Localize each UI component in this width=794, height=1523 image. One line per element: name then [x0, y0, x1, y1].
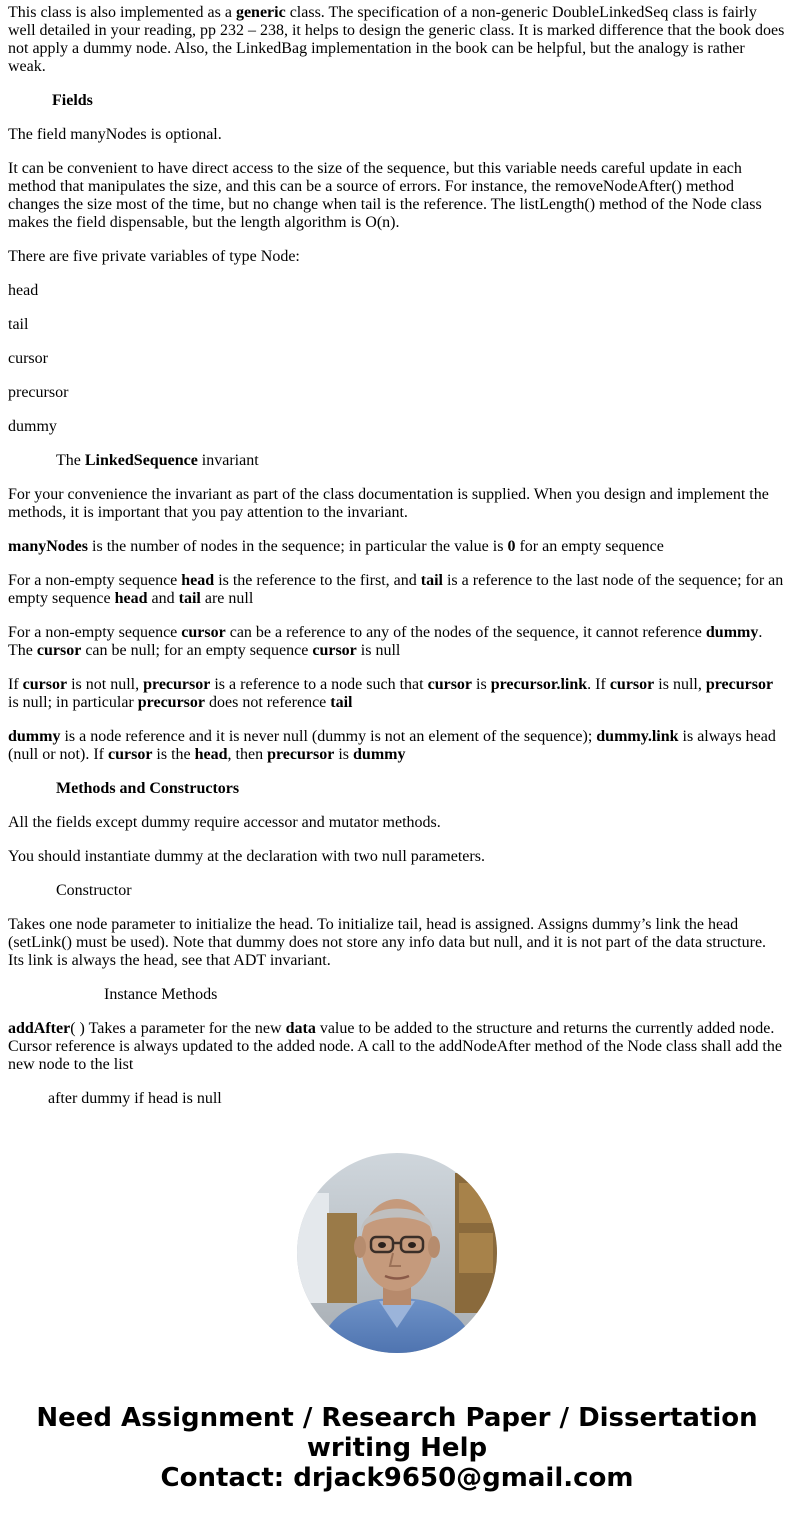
- invariant-heading: The LinkedSequence invariant: [56, 452, 259, 469]
- private-variables-intro: There are five private variables of type Node:: [8, 248, 300, 265]
- methods-heading: Methods and Constructors: [56, 780, 240, 797]
- invariant-rule-head-tail: For a non-empty sequence head is the reference to the first, and tail is a reference to the last node of the sequence; for an empty sequence head and tail are null: [8, 572, 784, 607]
- after-dummy-paragraph: after dummy if head is null: [48, 1090, 222, 1107]
- constructor-paragraph: Takes one node parameter to initialize the head. To initialize tail, head is assigned. Assigns dummy’s link the head (setLink() must be used). Note that dummy does not store any info data but null, and it is not part of the data structure. Its link is always the head, see that ADT invariant.: [8, 916, 767, 969]
- invariant-rule-precursor: If cursor is not null, precursor is a reference to a node such that cursor is precursor.link. If cursor is null, precursor is null; in particular precursor does not reference tail: [8, 676, 774, 711]
- convenience-paragraph: It can be convenient to have direct access to the size of the sequence, but this variable needs careful update in each method that manipulates the size, and this can be a source of errors. For instance, the removeNodeAfter() method changes the size most of the time, but no change when tail is the reference. The listLength() method of the Node class makes the field dispensable, but the length algorithm is O(n).: [8, 160, 762, 231]
- constructor-heading: Constructor: [56, 882, 132, 899]
- author-portrait: [297, 1153, 497, 1353]
- accessors-paragraph: All the fields except dummy require accessor and mutator methods.: [8, 814, 441, 831]
- instantiate-paragraph: You should instantiate dummy at the declaration with two null parameters.: [8, 848, 485, 865]
- invariant-rule-manynodes: manyNodes is the number of nodes in the sequence; in particular the value is 0 for an empty sequence: [8, 538, 664, 555]
- invariant-rule-cursor: For a non-empty sequence cursor can be a reference to any of the nodes of the sequence, it cannot reference dummy. The cursor can be null; for an empty sequence cursor is null: [8, 624, 763, 659]
- variable-item: head: [8, 282, 39, 299]
- fields-heading: Fields: [52, 92, 93, 109]
- author-avatar: [297, 1153, 497, 1353]
- instance-methods-heading: Instance Methods: [104, 986, 218, 1003]
- promo-banner: [0, 1403, 794, 1493]
- addafter-paragraph: addAfter( ) Takes a parameter for the new data value to be added to the structure and returns the currently added node. Cursor reference is always updated to the added node. A call to the addNodeAfter method of the Node class shall add the new node to the list: [8, 1020, 782, 1073]
- variable-item: cursor: [8, 350, 48, 367]
- promo-line-contact: Contact: drjack9650@gmail.com: [160, 1463, 634, 1493]
- invariant-intro: For your convenience the invariant as part of the class documentation is supplied. When you design and implement the methods, it is important that you pay attention to the invariant.: [8, 486, 769, 521]
- optional-field-paragraph: The field manyNodes is optional.: [8, 126, 222, 143]
- variable-item: tail: [8, 316, 29, 333]
- variable-item: dummy: [8, 418, 57, 435]
- invariant-rule-dummy: dummy is a node reference and it is never null (dummy is not an element of the sequence); dummy.link is always head (null or not). If cursor is the head, then precursor is dummy: [8, 728, 776, 763]
- intro-paragraph: This class is also implemented as a generic class. The specification of a non-generic DoubleLinkedSeq class is fairly well detailed in your reading, pp 232 – 238, it helps to design the generic class. It is marked difference that the book does not apply a dummy node. Also, the LinkedBag implementation in the book can be helpful, but the analogy is rather weak.: [8, 4, 785, 75]
- variable-item: precursor: [8, 384, 69, 401]
- promo-line-help: Need Assignment / Research Paper / Dissertation writing Help: [36, 1403, 758, 1463]
